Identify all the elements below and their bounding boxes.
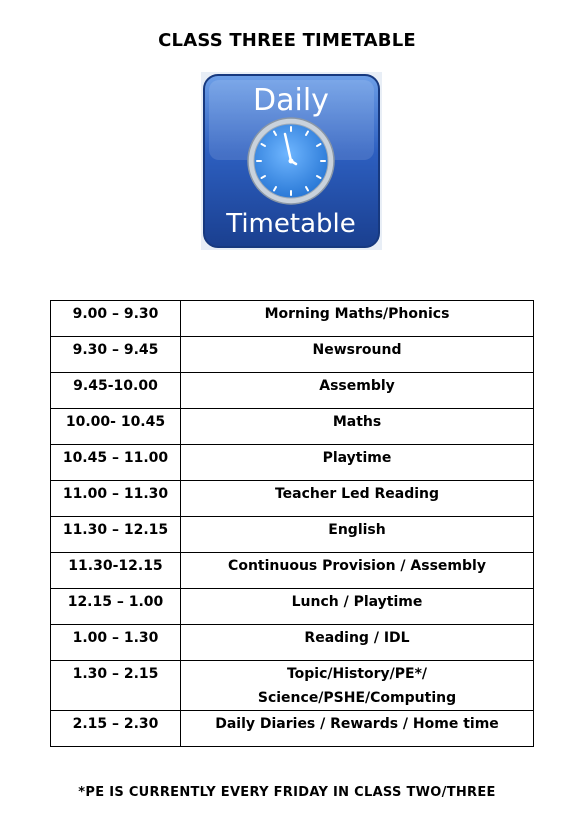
time-cell [51, 589, 181, 625]
logo-top-text: Daily [253, 83, 329, 118]
table-row [51, 337, 534, 373]
logo-bottom-text: Timetable [226, 209, 356, 239]
table-row [51, 589, 534, 625]
time-label: 2.15 – 2.30 [72, 716, 159, 732]
footnote: *PE IS CURRENTLY EVERY FRIDAY IN CLASS TWO/THREE [78, 785, 496, 800]
table-row [51, 409, 534, 445]
table-row [51, 445, 534, 481]
clock-icon [248, 118, 334, 204]
time-label: 11.30 – 12.15 [62, 522, 169, 538]
subject-cell [181, 409, 534, 445]
time-cell [51, 517, 181, 553]
time-cell [51, 711, 181, 747]
page-title: CLASS THREE TIMETABLE [158, 30, 416, 51]
subject-label: Newsround [312, 342, 402, 358]
subject-cell [181, 301, 534, 337]
time-label: 11.30-12.15 [68, 558, 163, 574]
subject-cell [181, 661, 534, 711]
subject-cell [181, 589, 534, 625]
subject-label: Playtime [322, 450, 392, 466]
subject-label: Science/PSHE/Computing [257, 690, 457, 706]
subject-cell [181, 373, 534, 409]
time-cell [51, 445, 181, 481]
subject-cell [181, 337, 534, 373]
time-label: 9.00 – 9.30 [72, 306, 159, 322]
subject-label: Assembly [319, 378, 395, 394]
subject-label: Teacher Led Reading [274, 486, 439, 502]
time-label: 9.30 – 9.45 [72, 342, 159, 358]
time-label: 9.45-10.00 [73, 378, 158, 394]
daily-timetable-logo [201, 72, 382, 250]
time-label: 11.00 – 11.30 [62, 486, 169, 502]
time-label: 10.45 – 11.00 [62, 450, 169, 466]
table-row [51, 301, 534, 337]
time-cell [51, 661, 181, 711]
subject-label: Daily Diaries / Rewards / Home time [215, 716, 499, 732]
time-cell [51, 337, 181, 373]
subject-cell [181, 517, 534, 553]
subject-label: Reading / IDL [304, 630, 410, 646]
subject-cell [181, 625, 534, 661]
subject-cell [181, 553, 534, 589]
time-cell [51, 553, 181, 589]
subject-cell [181, 481, 534, 517]
time-label: 1.00 – 1.30 [72, 630, 159, 646]
table-row [51, 553, 534, 589]
time-label: 10.00- 10.45 [65, 414, 166, 430]
subject-label: Topic/History/PE*/ [286, 666, 428, 682]
subject-label: Morning Maths/Phonics [264, 306, 450, 322]
table-row [51, 711, 534, 747]
time-label: 1.30 – 2.15 [72, 666, 159, 682]
subject-label: Continuous Provision / Assembly [228, 558, 486, 574]
time-cell [51, 625, 181, 661]
timetable-table [50, 300, 534, 747]
table-row [51, 481, 534, 517]
subject-label: Maths [332, 414, 382, 430]
subject-cell [181, 445, 534, 481]
time-cell [51, 481, 181, 517]
time-cell [51, 409, 181, 445]
table-row [51, 625, 534, 661]
subject-label: Lunch / Playtime [291, 594, 423, 610]
table-row [51, 373, 534, 409]
subject-cell [181, 711, 534, 747]
subject-label: English [328, 522, 386, 538]
table-row [51, 517, 534, 553]
table-row [51, 661, 534, 711]
time-cell [51, 373, 181, 409]
time-label: 12.15 – 1.00 [67, 594, 164, 610]
time-cell [51, 301, 181, 337]
